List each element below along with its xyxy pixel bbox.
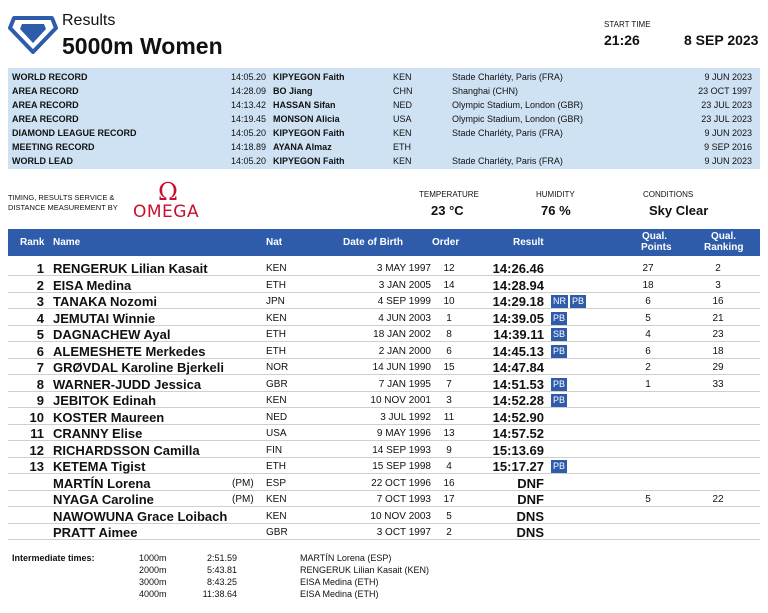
result-cell: 14:28.94: [492, 277, 544, 293]
record-venue: Stade Charléty, Paris (FRA): [452, 72, 563, 82]
rank-cell: 10: [29, 409, 44, 425]
result-cell: 14:26.46: [492, 261, 544, 276]
rank-cell: 3: [36, 294, 44, 309]
result-cell: 15:17.27: [492, 459, 544, 474]
record-nat: USA: [393, 114, 412, 124]
athlete-name: NAWOWUNA Grace Loibach: [53, 508, 228, 524]
record-time: 14:05.20: [230, 72, 266, 82]
conditions-label: CONDITIONS: [643, 190, 694, 199]
record-row: [8, 126, 760, 140]
split-leader: RENGERUK Lilian Kasait (KEN): [300, 565, 430, 575]
nat-cell: ETH: [266, 345, 286, 357]
dob-cell: 15 SEP 1998: [372, 461, 431, 472]
result-cell: DNF: [517, 475, 544, 491]
badges: [551, 312, 569, 325]
table-row: [8, 425, 760, 441]
record-venue: Olympic Stadium, London (GBR): [452, 100, 584, 110]
split-distance: 4000m: [139, 589, 167, 599]
dob-cell: 14 SEP 1993: [372, 444, 431, 456]
record-type: AREA RECORD: [12, 114, 79, 124]
intermediate-row: [0, 565, 768, 577]
col-ranking-1: Qual.: [711, 231, 737, 242]
rank-cell: 5: [36, 327, 44, 342]
record-holder: KIPYEGON Faith: [273, 72, 345, 82]
record-date: 23 JUL 2023: [701, 114, 752, 124]
record-venue: Stade Charléty, Paris (FRA): [452, 128, 563, 138]
points-cell: 27: [642, 263, 654, 274]
badges: [551, 295, 588, 308]
dob-cell: 3 OCT 1997: [376, 527, 431, 538]
badges: [551, 394, 569, 407]
split-time: 8:43.25: [206, 577, 237, 587]
order-cell: 17: [443, 494, 455, 505]
start-time: 21:26: [604, 32, 640, 48]
split-time: 2:51.59: [206, 553, 237, 563]
athlete-name: CRANNY Elise: [53, 426, 143, 441]
result-cell: 14:52.90: [492, 409, 544, 425]
rank-cell: 4: [36, 310, 44, 326]
record-time: 14:05.20: [230, 128, 266, 138]
points-cell: 6: [645, 345, 651, 357]
rank-cell: 2: [36, 277, 44, 293]
ranking-cell: 23: [712, 329, 724, 340]
nat-cell: ETH: [266, 329, 286, 340]
record-type: DIAMOND LEAGUE RECORD: [12, 128, 137, 138]
dob-cell: 3 MAY 1997: [376, 263, 431, 274]
result-cell: 15:13.69: [492, 442, 544, 458]
order-cell: 7: [446, 378, 452, 390]
record-badge: PB: [553, 345, 566, 356]
ranking-cell: 22: [712, 494, 724, 505]
record-date: 9 SEP 2016: [704, 142, 752, 152]
rank-cell: 1: [36, 261, 44, 276]
dob-cell: 22 OCT 1996: [371, 477, 431, 489]
nat-cell: ETH: [266, 279, 286, 291]
results-title: Results: [62, 12, 116, 29]
table-row: [8, 293, 760, 309]
nat-cell: KEN: [266, 395, 287, 406]
nat-cell: KEN: [266, 510, 287, 522]
record-badge: PB: [553, 378, 566, 389]
ranking-cell: 3: [715, 279, 721, 291]
rank-cell: 6: [36, 343, 44, 359]
intermediate-label: Intermediate times:: [12, 553, 95, 563]
table-row: [8, 376, 760, 392]
record-badge: PB: [553, 395, 566, 405]
dob-cell: 2 JAN 2000: [378, 345, 431, 357]
col-points-2: Points: [641, 242, 672, 253]
ranking-cell: 33: [712, 378, 724, 390]
temperature-value: 23 °C: [431, 203, 464, 218]
table-row: [8, 442, 760, 458]
ranking-cell: 16: [712, 296, 724, 307]
split-distance: 2000m: [139, 565, 167, 575]
points-cell: 6: [645, 296, 651, 307]
result-cell: 14:52.28: [492, 393, 544, 408]
dob-cell: 4 SEP 1999: [377, 296, 431, 307]
records-panel: [8, 68, 760, 169]
record-date: 23 OCT 1997: [698, 86, 752, 96]
temperature-label: TEMPERATURE: [419, 190, 479, 199]
order-cell: 8: [446, 329, 452, 340]
dob-cell: 7 OCT 1993: [376, 494, 431, 505]
record-holder: KIPYEGON Faith: [273, 128, 345, 138]
result-cell: 14:47.84: [492, 360, 544, 375]
split-time: 11:38.64: [202, 589, 237, 599]
dob-cell: 4 JUN 2003: [378, 312, 431, 324]
nat-cell: KEN: [266, 494, 287, 505]
table-row: [8, 491, 760, 507]
col-ranking-2: Ranking: [704, 242, 744, 253]
athlete-name: JEBITOK Edinah: [53, 393, 157, 408]
col-points-1: Qual.: [642, 231, 668, 242]
athlete-name: KOSTER Maureen: [53, 409, 165, 425]
table-row: [8, 392, 760, 408]
humidity-value: 76 %: [541, 203, 571, 218]
ranking-cell: 21: [712, 312, 724, 324]
athlete-name: NYAGA Caroline: [53, 492, 154, 507]
result-cell: 14:45.13: [492, 343, 544, 359]
record-date: 9 JUN 2023: [704, 156, 752, 166]
order-cell: 5: [446, 510, 452, 522]
athlete-name: RICHARDSSON Camilla: [53, 442, 200, 458]
athlete-name: DAGNACHEW Ayal: [53, 327, 171, 342]
points-cell: 5: [645, 494, 651, 505]
record-venue: Shanghai (CHN): [452, 86, 519, 96]
nat-cell: GBR: [266, 378, 288, 390]
pacemaker-tag: (PM): [232, 494, 254, 505]
dob-cell: 9 MAY 1996: [376, 428, 431, 439]
order-cell: 13: [443, 428, 455, 439]
result-cell: 14:39.05: [492, 310, 544, 326]
points-cell: 4: [645, 329, 651, 340]
points-cell: 1: [645, 378, 651, 390]
ranking-cell: 29: [712, 362, 724, 373]
athlete-name: EISA Medina: [53, 277, 132, 293]
record-type: MEETING RECORD: [12, 142, 95, 152]
rank-cell: 7: [36, 360, 44, 375]
record-date: 9 JUN 2023: [704, 128, 752, 138]
result-cell: DNS: [516, 525, 544, 540]
athlete-name: RENGERUK Lilian Kasait: [53, 261, 208, 276]
record-nat: NED: [393, 100, 413, 110]
nat-cell: GBR: [266, 527, 288, 538]
record-holder: MONSON Alicia: [273, 114, 340, 124]
rank-cell: 11: [30, 426, 44, 441]
rank-cell: 8: [36, 376, 44, 392]
athlete-name: ALEMESHETE Merkedes: [53, 343, 206, 359]
diamond-league-logo-icon: [8, 14, 58, 54]
results-table-header: [8, 229, 760, 256]
start-time-label: START TIME: [604, 20, 651, 29]
athlete-name: MARTÍN Lorena: [53, 475, 151, 491]
timing-label: TIMING, RESULTS SERVICE & DISTANCE MEASUREMENT BY: [8, 193, 118, 212]
table-row: [8, 310, 760, 326]
record-time: 14:18.89: [230, 142, 266, 152]
table-row: [8, 326, 760, 342]
ranking-cell: 2: [715, 263, 721, 274]
result-cell: 14:29.18: [492, 294, 544, 309]
split-leader: EISA Medina (ETH): [300, 589, 379, 599]
record-row: [8, 70, 760, 84]
start-date: 8 SEP 2023: [684, 32, 759, 48]
table-row: [8, 260, 760, 276]
intermediate-row: [0, 553, 768, 565]
order-cell: 15: [443, 362, 455, 373]
points-cell: 5: [645, 312, 651, 324]
order-cell: 2: [446, 527, 452, 538]
nat-cell: NED: [266, 411, 288, 423]
record-row: [8, 140, 760, 154]
nat-cell: USA: [266, 428, 287, 439]
record-holder: BO Jiang: [273, 86, 313, 96]
athlete-name: PRATT Aimee: [53, 525, 138, 540]
record-time: 14:28.09: [230, 86, 266, 96]
record-venue: Olympic Stadium, London (GBR): [452, 114, 584, 124]
record-date: 23 JUL 2023: [701, 100, 752, 110]
table-row: [8, 475, 760, 491]
table-row: [8, 458, 760, 474]
athlete-name: TANAKA Nozomi: [53, 294, 157, 309]
result-cell: 14:39.11: [493, 327, 544, 342]
badges: [551, 328, 569, 341]
omega-brand: OMEGA: [133, 202, 200, 222]
order-cell: 16: [443, 477, 455, 489]
col-dob: Date of Birth: [343, 237, 403, 248]
order-cell: 1: [446, 312, 452, 324]
record-venue: Stade Charléty, Paris (FRA): [452, 156, 563, 166]
nat-cell: KEN: [266, 263, 287, 274]
order-cell: 10: [443, 296, 455, 307]
table-row: [8, 409, 760, 425]
ranking-cell: 18: [712, 345, 724, 357]
order-cell: 6: [446, 345, 452, 357]
split-time: 5:43.81: [206, 565, 237, 575]
record-nat: KEN: [393, 156, 412, 166]
record-row: [8, 84, 760, 98]
col-order: Order: [432, 237, 460, 248]
dob-cell: 10 NOV 2001: [370, 395, 431, 406]
record-row: [8, 98, 760, 112]
record-holder: KIPYEGON Faith: [273, 156, 345, 166]
result-cell: DNF: [517, 492, 544, 507]
record-holder: AYANA Almaz: [273, 142, 332, 152]
record-nat: ETH: [393, 142, 411, 152]
dob-cell: 14 JUN 1990: [372, 362, 431, 373]
table-row: [8, 343, 760, 359]
record-badge: PB: [553, 461, 566, 471]
record-row: [8, 154, 760, 168]
pacemaker-tag: (PM): [232, 477, 254, 489]
points-cell: 18: [642, 279, 654, 291]
rank-cell: 12: [29, 442, 44, 458]
intermediate-row: [0, 589, 768, 601]
nat-cell: JPN: [266, 296, 285, 307]
record-type: AREA RECORD: [12, 100, 79, 110]
nat-cell: ESP: [266, 477, 287, 489]
split-distance: 1000m: [139, 553, 167, 563]
intermediate-row: [0, 577, 768, 589]
record-badge: SB: [553, 329, 566, 339]
record-nat: KEN: [393, 72, 412, 82]
record-type: WORLD RECORD: [12, 72, 88, 82]
record-holder: HASSAN Sifan: [273, 100, 336, 110]
record-nat: CHN: [393, 86, 413, 96]
dob-cell: 3 JAN 2005: [378, 279, 431, 291]
order-cell: 14: [443, 279, 455, 291]
points-cell: 2: [645, 362, 651, 373]
badges: [551, 460, 569, 473]
order-cell: 3: [446, 395, 452, 406]
dob-cell: 7 JAN 1995: [378, 378, 431, 390]
record-badge: NR: [553, 296, 566, 306]
table-row: [8, 359, 760, 375]
athlete-name: KETEMA Tigist: [53, 459, 146, 474]
event-title: 5000m Women: [62, 33, 223, 59]
order-cell: 11: [443, 411, 455, 423]
split-leader: EISA Medina (ETH): [300, 577, 379, 587]
record-time: 14:13.42: [230, 100, 266, 110]
table-row: [8, 524, 760, 540]
humidity-label: HUMIDITY: [536, 190, 575, 199]
split-distance: 3000m: [139, 577, 167, 587]
table-row: [8, 277, 760, 293]
col-result: Result: [513, 237, 544, 248]
record-time: 14:05.20: [230, 156, 266, 166]
athlete-name: JEMUTAI Winnie: [53, 310, 156, 326]
col-nat: Nat: [266, 237, 283, 248]
result-cell: DNS: [516, 508, 544, 524]
nat-cell: FIN: [266, 444, 283, 456]
record-row: [8, 112, 760, 126]
order-cell: 4: [446, 461, 452, 472]
order-cell: 12: [443, 263, 455, 274]
nat-cell: KEN: [266, 312, 287, 324]
record-time: 14:19.45: [230, 114, 266, 124]
order-cell: 9: [446, 444, 452, 456]
record-type: AREA RECORD: [12, 86, 79, 96]
table-row: [8, 508, 760, 524]
nat-cell: ETH: [266, 461, 286, 472]
col-rank: Rank: [20, 237, 45, 248]
record-badge: PB: [553, 312, 566, 323]
badges: [551, 378, 569, 391]
record-type: WORLD LEAD: [12, 156, 73, 166]
result-cell: 14:57.52: [492, 426, 544, 441]
record-date: 9 JUN 2023: [704, 72, 752, 82]
record-nat: KEN: [393, 128, 412, 138]
badges: [551, 345, 569, 358]
athlete-name: GRØVDAL Karoline Bjerkeli: [53, 360, 224, 375]
omega-logo-icon: Ω: [158, 178, 178, 206]
record-badge: PB: [572, 296, 585, 306]
athlete-name: WARNER-JUDD Jessica: [53, 376, 202, 392]
nat-cell: NOR: [266, 362, 289, 373]
split-leader: MARTÍN Lorena (ESP): [300, 553, 392, 563]
dob-cell: 10 NOV 2003: [370, 510, 431, 522]
col-name: Name: [53, 237, 81, 248]
dob-cell: 18 JAN 2002: [373, 329, 431, 340]
result-cell: 14:51.53: [492, 376, 544, 392]
rank-cell: 13: [29, 459, 44, 474]
rank-cell: 9: [36, 393, 44, 408]
conditions-value: Sky Clear: [649, 203, 709, 218]
dob-cell: 3 JUL 1992: [380, 411, 431, 423]
